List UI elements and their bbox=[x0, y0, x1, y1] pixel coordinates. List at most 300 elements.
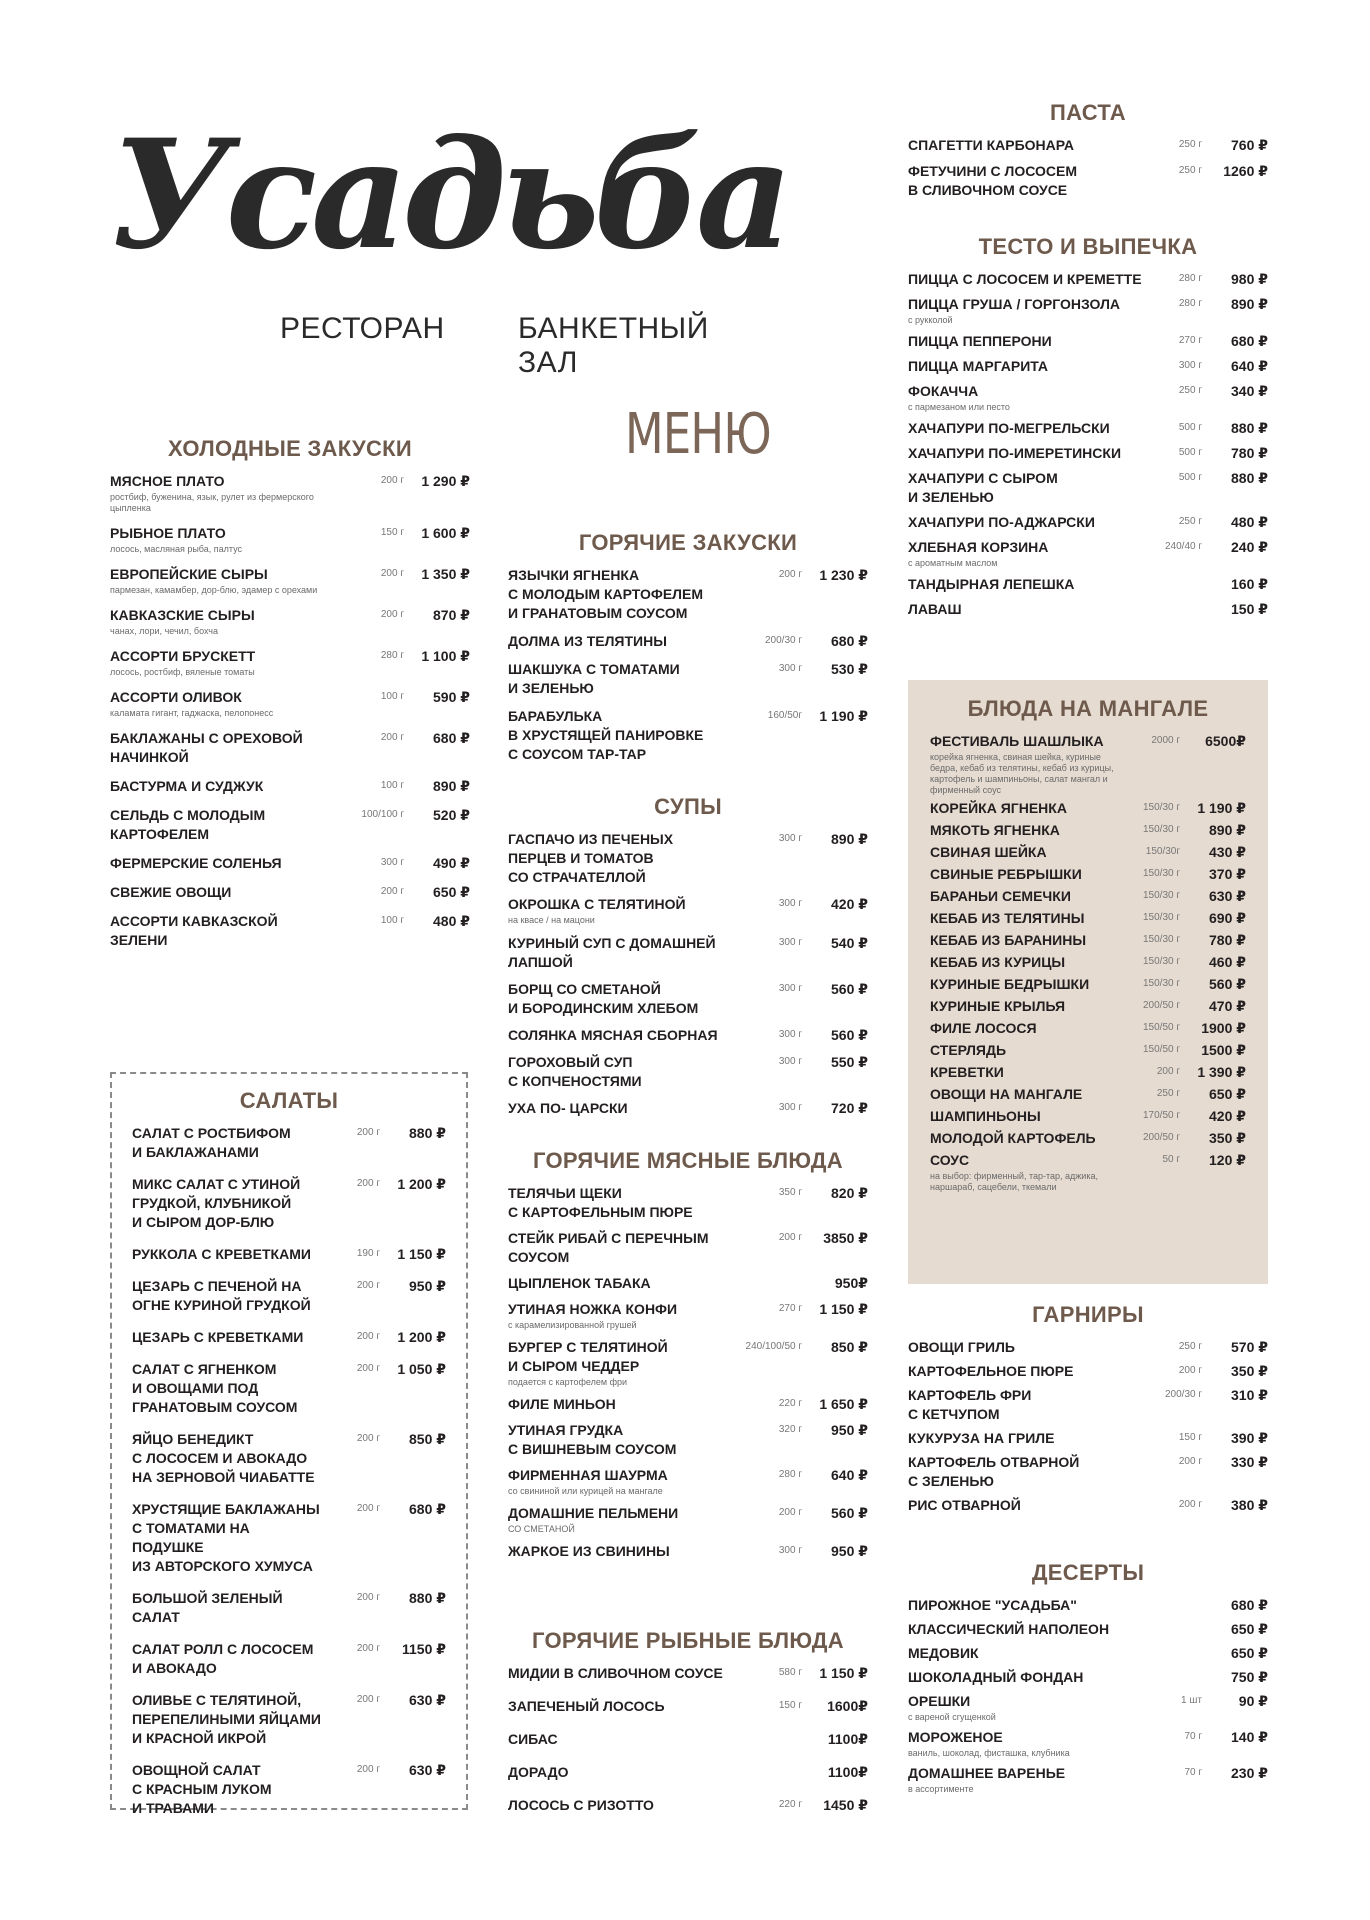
menu-item bbox=[508, 1730, 868, 1749]
dish-price: 480 ₽ bbox=[1231, 514, 1268, 530]
menu-item bbox=[132, 1175, 446, 1232]
menu-item bbox=[930, 909, 1246, 928]
dish-weight bbox=[1144, 575, 1210, 578]
dish-weight: 270 г bbox=[778, 1303, 802, 1314]
menu-item bbox=[908, 538, 1268, 569]
dish-name-block bbox=[930, 909, 1122, 928]
dish-weight: 200 г bbox=[356, 1127, 380, 1138]
dish-description: в ассортименте bbox=[908, 1784, 974, 1794]
menu-item bbox=[110, 688, 470, 719]
dish-name: КУРИНЫЕ БЕДРЫШКИ bbox=[930, 976, 1090, 992]
dish-name-block bbox=[110, 606, 346, 637]
dish-name-block bbox=[508, 1664, 744, 1683]
dish-name: ОЛИВЬЕ С ТЕЛЯТИНОЙ, ПЕРЕПЕЛИНЫМИ ЯЙЦАМИ И КРАСНОЙ ИКРОЙ bbox=[132, 1692, 321, 1746]
dish-name-block bbox=[132, 1500, 322, 1576]
dish-weight: 100 г bbox=[380, 915, 404, 926]
dish-price: 1 190 ₽ bbox=[819, 708, 868, 724]
dish-weight: 150/30 г bbox=[1142, 824, 1180, 835]
dish-name-block bbox=[132, 1175, 322, 1232]
dish-weight: 100/100 г bbox=[361, 809, 404, 820]
dish-name: ФЕТУЧИНИ С ЛОСОСЕМ В СЛИВОЧНОМ СОУСЕ bbox=[908, 163, 1077, 198]
dish-name-block bbox=[508, 1421, 744, 1459]
item-list bbox=[930, 732, 1246, 1193]
dish-name: КУРИНЫЕ КРЫЛЬЯ bbox=[930, 998, 1066, 1014]
dish-name: ЕВРОПЕЙСКИЕ СЫРЫ bbox=[110, 566, 268, 582]
dish-price: 780 ₽ bbox=[1209, 932, 1246, 948]
item-list bbox=[508, 830, 868, 1118]
dish-name: ФОКАЧЧА bbox=[908, 383, 979, 399]
dish-weight: 500 г bbox=[1178, 422, 1202, 433]
menu-item bbox=[908, 1764, 1268, 1795]
dish-name: КРЕВЕТКИ bbox=[930, 1064, 1004, 1080]
menu-item bbox=[930, 732, 1246, 796]
dish-name: ОРЕШКИ bbox=[908, 1693, 971, 1709]
dish-price: 690 ₽ bbox=[1209, 910, 1246, 926]
dish-name: СТЕЙК РИБАЙ С ПЕРЕЧНЫМ СОУСОМ bbox=[508, 1230, 709, 1265]
dish-name: УХА ПО- ЦАРСКИ bbox=[508, 1100, 628, 1116]
section-title: САЛАТЫ bbox=[239, 1088, 339, 1113]
dish-weight: 240/100/50 г bbox=[745, 1341, 802, 1352]
dish-price: 430 ₽ bbox=[1209, 844, 1246, 860]
dish-price: 350 ₽ bbox=[1209, 1130, 1246, 1146]
dish-price: 460 ₽ bbox=[1209, 954, 1246, 970]
dish-name-block bbox=[508, 1697, 744, 1716]
dish-description: с пармезаном или песто bbox=[908, 402, 1010, 412]
dish-price: 880 ₽ bbox=[409, 1590, 446, 1606]
dish-price: 650 ₽ bbox=[1209, 1086, 1246, 1102]
dish-name: ЯЙЦО БЕНЕДИКТ С ЛОСОСЕМ И АВОКАДО НА ЗЕРНОВОЙ ЧИАБАТТЕ bbox=[132, 1431, 315, 1485]
dish-name-block bbox=[930, 1019, 1122, 1038]
item-list bbox=[908, 270, 1268, 619]
menu-item bbox=[930, 953, 1246, 972]
menu-item bbox=[132, 1640, 446, 1678]
dish-name-block bbox=[908, 1453, 1144, 1491]
section-title: СУПЫ bbox=[654, 794, 722, 819]
dish-name-block bbox=[508, 1274, 744, 1293]
menu-item bbox=[132, 1691, 446, 1748]
dish-price: 1900 ₽ bbox=[1201, 1020, 1246, 1036]
dish-name-block bbox=[508, 1466, 744, 1497]
section-soups bbox=[508, 794, 868, 1118]
menu-item bbox=[930, 865, 1246, 884]
dish-name-block bbox=[508, 1338, 744, 1388]
dish-price: 630 ₽ bbox=[409, 1762, 446, 1778]
dish-weight: 280 г bbox=[1178, 273, 1202, 284]
section-title: ХОЛОДНЫЕ ЗАКУСКИ bbox=[167, 436, 413, 461]
menu-item bbox=[930, 1063, 1246, 1082]
dish-description: с вареной сгущенкой bbox=[908, 1712, 996, 1722]
dish-name-block bbox=[132, 1328, 322, 1347]
dish-price: 420 ₽ bbox=[831, 896, 868, 912]
dish-name: АССОРТИ ОЛИВОК bbox=[110, 689, 242, 705]
dish-name-block bbox=[508, 707, 744, 764]
menu-item bbox=[908, 1644, 1268, 1663]
dish-price: 90 ₽ bbox=[1238, 1693, 1268, 1709]
dish-price: 1 100 ₽ bbox=[421, 648, 470, 664]
dish-price: 1 150 ₽ bbox=[819, 1665, 868, 1681]
dish-price: 540 ₽ bbox=[831, 935, 868, 951]
dish-price: 640 ₽ bbox=[1231, 358, 1268, 374]
dish-weight: 150/30г bbox=[1145, 846, 1180, 857]
menu-item bbox=[508, 660, 868, 698]
dish-weight: 200/30 г bbox=[764, 635, 802, 646]
dish-name: ФЕСТИВАЛЬ ШАШЛЫКА bbox=[930, 733, 1104, 749]
menu-item bbox=[930, 975, 1246, 994]
dish-price: 980 ₽ bbox=[1231, 271, 1268, 287]
dish-description: с ароматным маслом bbox=[908, 558, 998, 568]
menu-item bbox=[908, 332, 1268, 351]
dish-price: 160 ₽ bbox=[1231, 576, 1268, 592]
dish-name-block bbox=[508, 1026, 744, 1045]
dish-name: БУРГЕР С ТЕЛЯТИНОЙ И СЫРОМ ЧЕДДЕР bbox=[508, 1339, 668, 1374]
dish-name: СОЛЯНКА МЯСНАЯ СБОРНАЯ bbox=[508, 1027, 718, 1043]
dish-name-block bbox=[508, 1395, 744, 1414]
dish-price: 640 ₽ bbox=[831, 1467, 868, 1483]
dish-name-block bbox=[930, 843, 1122, 862]
dish-weight: 200 г bbox=[380, 568, 404, 579]
dish-name-block bbox=[132, 1640, 322, 1678]
dish-weight bbox=[1144, 1596, 1210, 1599]
dish-description: лосось, ростбиф, вяленые томаты bbox=[110, 667, 255, 677]
dish-price: 1 150 ₽ bbox=[819, 1301, 868, 1317]
dish-price: 1 600 ₽ bbox=[421, 525, 470, 541]
dish-name: ХРУСТЯЩИЕ БАКЛАЖАНЫ С ТОМАТАМИ НА ПОДУШКЕ ИЗ АВТОРСКОГО ХУМУСА bbox=[132, 1501, 320, 1574]
dish-weight: 50 г bbox=[1162, 1154, 1180, 1165]
dish-weight: 220 г bbox=[778, 1398, 802, 1409]
dish-price: 560 ₽ bbox=[831, 1505, 868, 1521]
dish-weight: 150/30 г bbox=[1142, 934, 1180, 945]
dish-name: ДОМАШНИЕ ПЕЛЬМЕНИ bbox=[508, 1505, 679, 1521]
dish-name: МИДИИ В СЛИВОЧНОМ СОУСЕ bbox=[508, 1665, 723, 1681]
dish-name: СИБАС bbox=[508, 1731, 558, 1747]
dish-price: 550 ₽ bbox=[831, 1054, 868, 1070]
dish-name-block bbox=[930, 975, 1122, 994]
section-dough bbox=[908, 234, 1268, 619]
dish-name-block bbox=[110, 854, 346, 873]
dish-name: СВИНЫЕ РЕБРЫШКИ bbox=[930, 866, 1082, 882]
dish-name-block bbox=[132, 1589, 322, 1627]
dish-weight: 150/50 г bbox=[1142, 1022, 1180, 1033]
dish-name-block bbox=[508, 1184, 744, 1222]
item-list bbox=[908, 1338, 1268, 1515]
dish-price: 760 ₽ bbox=[1231, 137, 1268, 153]
menu-item bbox=[508, 1300, 868, 1331]
dish-name: ЛАВАШ bbox=[908, 601, 962, 617]
menu-item bbox=[908, 1453, 1268, 1491]
dish-name-block bbox=[908, 1764, 1144, 1795]
dish-price: 680 ₽ bbox=[433, 730, 470, 746]
dish-weight: 200 г bbox=[356, 1764, 380, 1775]
dish-weight: 240/40 г bbox=[1164, 541, 1202, 552]
dish-price: 720 ₽ bbox=[831, 1100, 868, 1116]
menu-item bbox=[508, 1542, 868, 1561]
dish-price: 390 ₽ bbox=[1231, 1430, 1268, 1446]
dish-name-block bbox=[930, 997, 1122, 1016]
section-title: ГОРЯЧИЕ ЗАКУСКИ bbox=[578, 530, 798, 555]
section-title: ГАРНИРЫ bbox=[1032, 1302, 1144, 1327]
menu-item bbox=[930, 887, 1246, 906]
dish-weight: 250 г bbox=[1178, 139, 1202, 150]
menu-item bbox=[508, 1026, 868, 1045]
dish-name: КУКУРУЗА НА ГРИЛЕ bbox=[908, 1430, 1055, 1446]
dish-price: 1 200 ₽ bbox=[397, 1176, 446, 1192]
dish-price: 890 ₽ bbox=[1231, 296, 1268, 312]
dish-name: ЗАПЕЧЕНЫЙ ЛОСОСЬ bbox=[508, 1698, 665, 1714]
menu-item bbox=[508, 934, 868, 972]
dish-weight: 150/30 г bbox=[1142, 956, 1180, 967]
dish-weight: 200 г bbox=[356, 1592, 380, 1603]
dish-price: 570 ₽ bbox=[1231, 1339, 1268, 1355]
dish-name: ХАЧАПУРИ ПО-МЕГРЕЛЬСКИ bbox=[908, 420, 1110, 436]
dish-weight: 300 г bbox=[778, 663, 802, 674]
dish-name-block bbox=[908, 469, 1144, 507]
logo-wordmark: Усадьба bbox=[110, 107, 788, 283]
dish-name-block bbox=[908, 1362, 1144, 1381]
dish-name-block bbox=[508, 934, 744, 972]
menu-item bbox=[930, 1107, 1246, 1126]
dish-weight: 280 г bbox=[778, 1469, 802, 1480]
dish-weight: 150 г bbox=[380, 527, 404, 538]
dish-name-block bbox=[908, 575, 1144, 594]
dish-price: 590 ₽ bbox=[433, 689, 470, 705]
dish-price: 680 ₽ bbox=[831, 633, 868, 649]
dish-price: 520 ₽ bbox=[433, 807, 470, 823]
item-list bbox=[132, 1124, 446, 1818]
dish-weight: 300 г bbox=[380, 857, 404, 868]
dish-name-block bbox=[508, 1763, 744, 1782]
dish-weight: 300 г bbox=[778, 1056, 802, 1067]
menu-item bbox=[908, 1362, 1268, 1381]
dish-name-block bbox=[132, 1245, 322, 1264]
dish-name-block bbox=[508, 1730, 744, 1749]
dish-name-block bbox=[908, 332, 1144, 351]
dish-price: 530 ₽ bbox=[831, 661, 868, 677]
dish-weight bbox=[1144, 1620, 1210, 1623]
dish-name-block bbox=[508, 1796, 744, 1815]
menu-item bbox=[908, 162, 1268, 200]
section-title: ГОРЯЧИЕ РЫБНЫЕ БЛЮДА bbox=[532, 1628, 844, 1653]
restaurant-logo bbox=[110, 107, 788, 379]
menu-item bbox=[908, 419, 1268, 438]
menu-item bbox=[930, 931, 1246, 950]
dish-name: КАРТОФЕЛЬ ОТВАРНОЙ С ЗЕЛЕНЬЮ bbox=[908, 1454, 1080, 1489]
dish-name: ОКРОШКА С ТЕЛЯТИНОЙ bbox=[508, 896, 686, 912]
dish-name-block bbox=[132, 1360, 322, 1417]
section-hot-starters bbox=[508, 530, 868, 764]
dish-weight: 150 г bbox=[778, 1700, 802, 1711]
dish-weight: 150/30 г bbox=[1142, 890, 1180, 901]
dish-price: 750 ₽ bbox=[1231, 1669, 1268, 1685]
dish-weight: 200 г bbox=[1178, 1365, 1202, 1376]
dish-weight: 300 г bbox=[778, 1029, 802, 1040]
dish-price: 880 ₽ bbox=[1231, 420, 1268, 436]
dish-weight: 150/30 г bbox=[1142, 868, 1180, 879]
menu-item bbox=[930, 997, 1246, 1016]
dish-name: БОРЩ СО СМЕТАНОЙ И БОРОДИНСКИМ ХЛЕБОМ bbox=[508, 981, 699, 1016]
dish-weight: 200 г bbox=[356, 1643, 380, 1654]
dish-weight bbox=[744, 1274, 810, 1277]
dish-name: СОУС bbox=[930, 1152, 970, 1168]
dish-weight bbox=[744, 1730, 810, 1733]
dish-weight: 200 г bbox=[1156, 1066, 1180, 1077]
dish-name: СПАГЕТТИ КАРБОНАРА bbox=[908, 137, 1074, 153]
dish-weight: 250 г bbox=[1156, 1088, 1180, 1099]
dish-name-block bbox=[110, 912, 346, 950]
menu-item bbox=[908, 136, 1268, 155]
dish-name: БАСТУРМА И СУДЖУК bbox=[110, 778, 264, 794]
dish-name-block bbox=[110, 729, 346, 767]
dish-weight: 200 г bbox=[778, 1232, 802, 1243]
section-hot-fish bbox=[508, 1628, 868, 1815]
dish-name: РЫБНОЕ ПЛАТО bbox=[110, 525, 226, 541]
dish-name-block bbox=[930, 1085, 1122, 1104]
menu-item bbox=[132, 1430, 446, 1487]
menu-item bbox=[110, 606, 470, 637]
dish-price: 490 ₽ bbox=[433, 855, 470, 871]
menu-item bbox=[508, 1421, 868, 1459]
dish-name-block bbox=[908, 1668, 1144, 1687]
dish-name: МОРОЖЕНОЕ bbox=[908, 1729, 1003, 1745]
menu-item bbox=[508, 1697, 868, 1716]
menu-item bbox=[908, 1692, 1268, 1723]
menu-item bbox=[110, 729, 470, 767]
menu-item bbox=[132, 1277, 446, 1315]
dish-price: 1 650 ₽ bbox=[819, 1396, 868, 1412]
menu-item bbox=[908, 295, 1268, 326]
dish-name-block bbox=[908, 357, 1144, 376]
dish-price: 1600₽ bbox=[827, 1698, 868, 1714]
dish-weight: 160/50г bbox=[767, 710, 802, 721]
dish-weight: 500 г bbox=[1178, 472, 1202, 483]
item-list bbox=[908, 1596, 1268, 1795]
dish-name: КЛАССИЧЕСКИЙ НАПОЛЕОН bbox=[908, 1621, 1110, 1637]
menu-item bbox=[908, 1596, 1268, 1615]
dish-price: 480 ₽ bbox=[433, 913, 470, 929]
dish-weight bbox=[744, 1763, 810, 1766]
dish-name-block bbox=[508, 980, 744, 1018]
dish-weight: 100 г bbox=[380, 780, 404, 791]
menu-item bbox=[508, 1504, 868, 1535]
menu-item bbox=[110, 854, 470, 873]
menu-item bbox=[132, 1500, 446, 1576]
menu-item bbox=[908, 1668, 1268, 1687]
dish-name-block bbox=[908, 1386, 1144, 1424]
dish-description: пармезан, камамбер, дор-блю, эдамер с орехами bbox=[110, 585, 318, 595]
dish-description: на выбор: фирменный, тар-тар, аджика, наршараб, сацебели, ткемали bbox=[930, 1171, 1098, 1192]
dish-name: ДОМАШНЕЕ ВАРЕНЬЕ bbox=[908, 1765, 1066, 1781]
dish-price: 380 ₽ bbox=[1231, 1497, 1268, 1513]
dish-name: ПИЦЦА МАРГАРИТА bbox=[908, 358, 1049, 374]
dish-weight: 200 г bbox=[356, 1178, 380, 1189]
dish-description: лосось, масляная рыба, палтус bbox=[110, 544, 243, 554]
dish-weight: 270 г bbox=[1178, 335, 1202, 346]
dish-weight: 70 г bbox=[1184, 1731, 1202, 1742]
menu-item bbox=[908, 1728, 1268, 1759]
dish-name: ОВОЩИ ГРИЛЬ bbox=[908, 1339, 1015, 1355]
dish-price: 470 ₽ bbox=[1209, 998, 1246, 1014]
dish-name: КЕБАБ ИЗ КУРИЦЫ bbox=[930, 954, 1066, 970]
dish-price: 890 ₽ bbox=[831, 831, 868, 847]
menu-item bbox=[908, 600, 1268, 619]
section-cold-starters bbox=[110, 436, 470, 950]
dish-description: СО СМЕТАНОЙ bbox=[508, 1524, 575, 1534]
menu-item bbox=[110, 565, 470, 596]
dish-weight: 300 г bbox=[778, 1102, 802, 1113]
menu-item bbox=[508, 980, 868, 1018]
dish-name: СВИНАЯ ШЕЙКА bbox=[930, 844, 1047, 860]
dish-name-block bbox=[508, 895, 744, 926]
dish-name: КАРТОФЕЛЬ ФРИ С КЕТЧУПОМ bbox=[908, 1387, 1032, 1422]
dish-price: 870 ₽ bbox=[433, 607, 470, 623]
dish-name-block bbox=[908, 1338, 1144, 1357]
item-list bbox=[508, 1184, 868, 1561]
dish-name: ЯЗЫЧКИ ЯГНЕНКА С МОЛОДЫМ КАРТОФЕЛЕМ И ГРАНАТОВЫМ СОУСОМ bbox=[508, 567, 703, 621]
menu-item bbox=[508, 632, 868, 651]
menu-item bbox=[930, 1041, 1246, 1060]
menu-item bbox=[908, 513, 1268, 532]
dish-price: 890 ₽ bbox=[433, 778, 470, 794]
item-list bbox=[908, 136, 1268, 200]
dish-weight: 300 г bbox=[778, 833, 802, 844]
dish-weight: 200 г bbox=[356, 1363, 380, 1374]
dish-name-block bbox=[908, 538, 1144, 569]
dish-name: ПИЦЦА ПЕППЕРОНИ bbox=[908, 333, 1052, 349]
dish-name: ФИРМЕННАЯ ШАУРМА bbox=[508, 1467, 668, 1483]
dish-price: 950 ₽ bbox=[409, 1278, 446, 1294]
dish-price: 1 350 ₽ bbox=[421, 566, 470, 582]
dish-name: ШАМПИНЬОНЫ bbox=[930, 1108, 1041, 1124]
menu-item bbox=[508, 707, 868, 764]
dish-description: с рукколой bbox=[908, 315, 953, 325]
menu-item bbox=[908, 575, 1268, 594]
menu-item bbox=[908, 469, 1268, 507]
dish-name: ШОКОЛАДНЫЙ ФОНДАН bbox=[908, 1669, 1084, 1685]
dish-name-block bbox=[110, 806, 346, 844]
dish-price: 420 ₽ bbox=[1209, 1108, 1246, 1124]
dish-name-block bbox=[930, 1107, 1122, 1126]
dish-price: 3850 ₽ bbox=[823, 1230, 868, 1246]
dish-name: МЕДОВИК bbox=[908, 1645, 979, 1661]
dish-price: 680 ₽ bbox=[1231, 333, 1268, 349]
item-list bbox=[110, 472, 470, 950]
dish-name: ЦЫПЛЕНОК ТАБАКА bbox=[508, 1275, 651, 1291]
dish-weight: 150 г bbox=[1178, 1432, 1202, 1443]
dish-name: ОВОЩНОЙ САЛАТ С КРАСНЫМ ЛУКОМ И ТРАВАМИ bbox=[132, 1762, 272, 1816]
dish-price: 560 ₽ bbox=[831, 981, 868, 997]
dish-weight: 200/30 г bbox=[1164, 1389, 1202, 1400]
menu-item bbox=[508, 566, 868, 623]
dish-name-block bbox=[908, 1620, 1144, 1639]
dish-name-block bbox=[908, 1596, 1144, 1615]
dish-weight: 580 г bbox=[778, 1667, 802, 1678]
dish-name: ХЛЕБНАЯ КОРЗИНА bbox=[908, 539, 1049, 555]
menu-item bbox=[508, 1099, 868, 1118]
dish-name: ФИЛЕ ЛОСОСЯ bbox=[930, 1020, 1037, 1036]
menu-item bbox=[930, 821, 1246, 840]
menu-item bbox=[908, 1386, 1268, 1424]
dish-name: ДОЛМА ИЗ ТЕЛЯТИНЫ bbox=[508, 633, 667, 649]
dish-name: РИС ОТВАРНОЙ bbox=[908, 1497, 1021, 1513]
dish-name: САЛАТ РОЛЛ С ЛОСОСЕМ И АВОКАДО bbox=[132, 1641, 314, 1676]
dish-name: ЦЕЗАРЬ С ПЕЧЕНОЙ НА ОГНЕ КУРИНОЙ ГРУДКОЙ bbox=[132, 1278, 311, 1313]
dish-name: КОРЕЙКА ЯГНЕНКА bbox=[930, 800, 1067, 816]
dish-name: МОЛОДОЙ КАРТОФЕЛЬ bbox=[930, 1130, 1096, 1146]
menu-item bbox=[930, 843, 1246, 862]
menu-item bbox=[110, 524, 470, 555]
dish-price: 1 390 ₽ bbox=[1197, 1064, 1246, 1080]
menu-item bbox=[508, 1274, 868, 1293]
dish-price: 820 ₽ bbox=[831, 1185, 868, 1201]
